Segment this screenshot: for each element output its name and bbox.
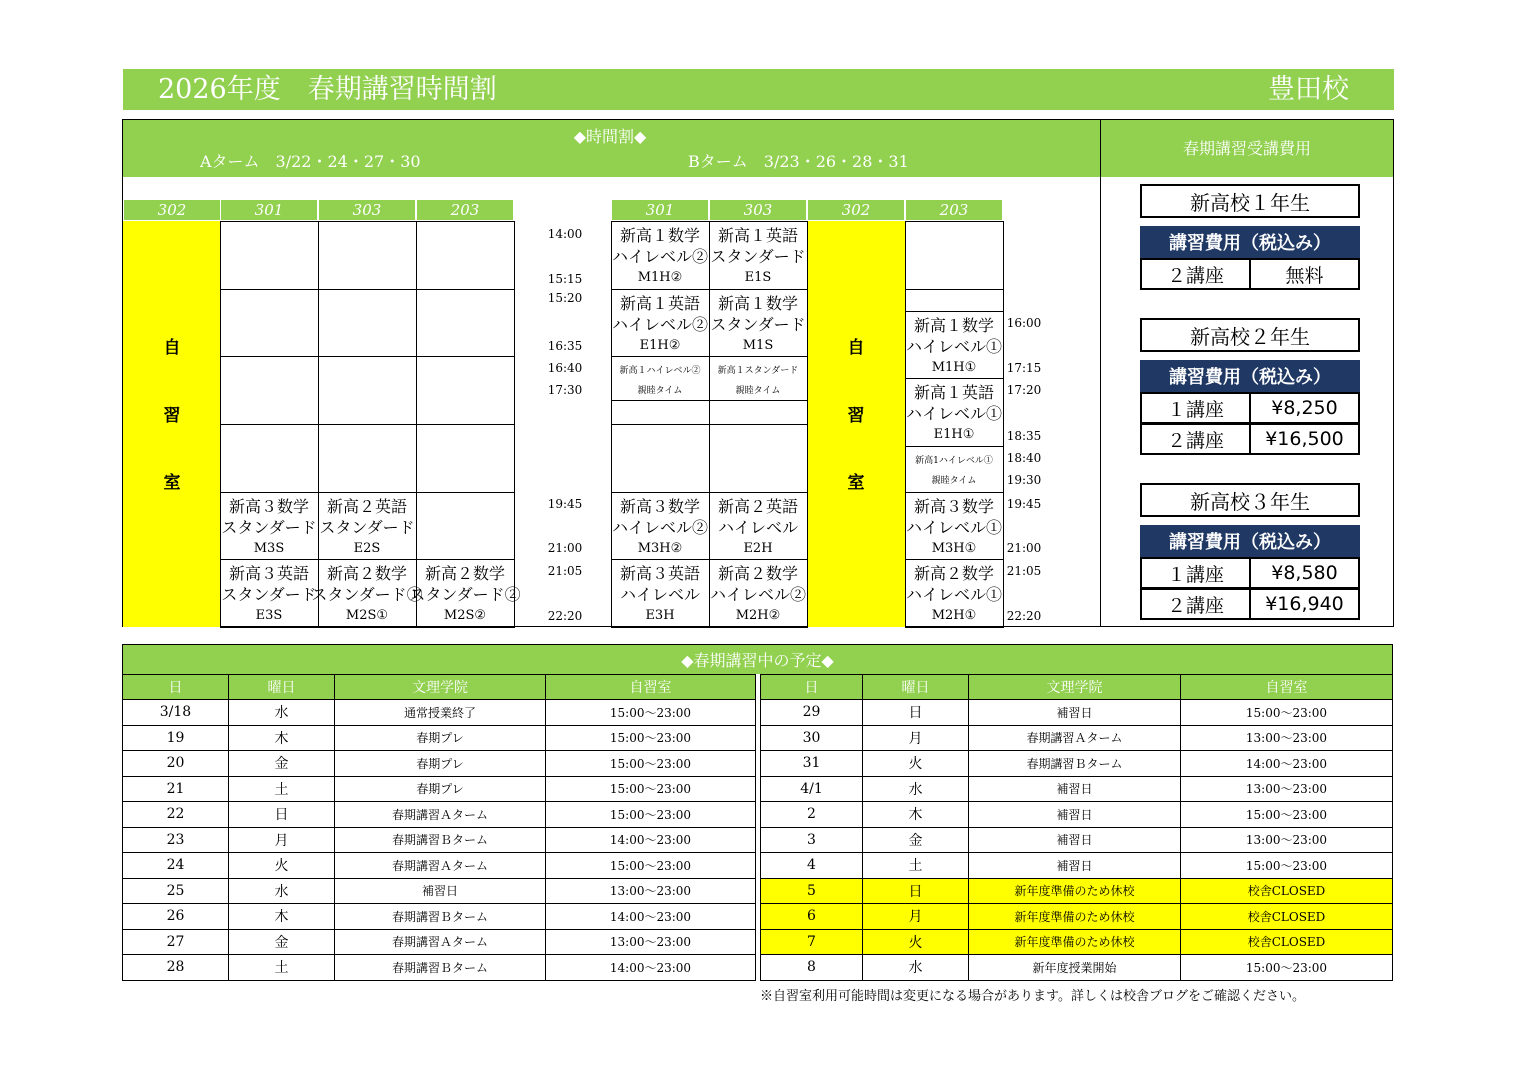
left-sched-cell: 春期講習Ａターム (334, 852, 546, 879)
b-social-303-line2: 親睦タイム (735, 385, 781, 396)
a-cell (416, 424, 515, 493)
left-sched-cell: 春期プレ (334, 725, 546, 752)
b203-m3h1-line2: ハイレベル① (905, 517, 1002, 537)
b203-m2h1-code: M2H① (931, 607, 977, 623)
left-sched-cell: 13:00～23:00 (545, 929, 756, 956)
left-sched-cell: 14:00～23:00 (545, 903, 756, 930)
a-cell (220, 424, 319, 493)
fee-divider (1100, 120, 1101, 627)
left-sched-cell: 金 (228, 929, 335, 956)
b-room-header-301: 301 (611, 199, 709, 221)
a-room-header-303: 303 (318, 199, 416, 221)
b-social-301-line2: 親睦タイム (637, 385, 683, 396)
right-sched-header: 文理学院 (968, 674, 1181, 700)
a-cell (318, 356, 417, 425)
right-sched-cell: 火 (862, 929, 969, 956)
a-cell (220, 289, 319, 357)
right-sched-cell: 7 (760, 929, 863, 956)
fee-row-price: ¥16,500 (1249, 423, 1360, 455)
right-sched-cell: 新年度授業開始 (968, 954, 1181, 981)
left-sched-cell: 木 (228, 725, 335, 752)
right-sched-cell: 30 (760, 725, 863, 752)
right-sched-cell: 15:00～23:00 (1180, 699, 1393, 726)
right-sched-cell: 新年度準備のため休校 (968, 878, 1181, 905)
timetable-title: ◆時間割◆ (573, 126, 647, 146)
fee-row-price: 無料 (1249, 258, 1360, 290)
b203-m1h1-code: M1H① (931, 359, 977, 375)
b-lesson-r5c2-code: E2H (743, 540, 773, 556)
b203-social-line1: 新高1ハイレベル① (915, 455, 993, 466)
right-time: 18:35 (1006, 429, 1042, 443)
b-lesson-r6c2-code: M2H② (735, 607, 781, 623)
a-cell (318, 221, 417, 290)
a-cell (416, 492, 515, 560)
left-sched-cell: 水 (228, 699, 335, 726)
left-sched-cell: 月 (228, 827, 335, 854)
b203-e1h1-line2: ハイレベル① (905, 403, 1002, 423)
b-lesson-r1c2-code: E1S (744, 269, 772, 285)
right-sched-cell: 29 (760, 699, 863, 726)
a-room-header-302: 302 (123, 199, 221, 221)
b-lesson-r5c1-code: M3H② (637, 540, 683, 556)
b203-m3h1-line1: 新高３数学 (913, 496, 994, 516)
right-sched-cell: 日 (862, 699, 969, 726)
right-sched-cell: 補習日 (968, 699, 1181, 726)
left-sched-cell: 14:00～23:00 (545, 827, 756, 854)
a-lesson-r5c2-line1: 新高３数学 (228, 496, 309, 516)
right-sched-cell: 木 (862, 801, 969, 828)
fee-row-price: ¥8,580 (1249, 557, 1360, 589)
b-lesson-r5c2-line1: 新高２英語 (717, 496, 798, 516)
right-sched-cell: 15:00～23:00 (1180, 852, 1393, 879)
right-sched-cell: 6 (760, 903, 863, 930)
b203-cell (905, 289, 1004, 312)
right-sched-cell: 春期講習Ｂターム (968, 750, 1181, 777)
b-term-dates: Bターム 3/23・26・28・31 (688, 152, 909, 171)
a-lesson-r6c3-line1: 新高２数学 (326, 563, 407, 583)
right-time: 21:00 (1006, 541, 1042, 555)
b-lesson-r1c2-line1: 新高１英語 (717, 225, 798, 245)
left-sched-cell: 26 (122, 903, 229, 930)
left-sched-cell: 土 (228, 776, 335, 803)
b203-m1h1-line2: ハイレベル① (905, 336, 1002, 356)
left-sched-header: 日 (122, 674, 229, 700)
b-cell (611, 400, 710, 425)
left-sched-cell: 3/18 (122, 699, 229, 726)
a-lesson-r5c2-line2: スタンダード (221, 517, 317, 537)
fee-row-count: １講座 (1140, 557, 1251, 589)
a-cell (416, 289, 515, 357)
left-sched-cell: 補習日 (334, 878, 546, 905)
left-sched-cell: 春期講習Ｂターム (334, 954, 546, 981)
b-cell (611, 424, 710, 493)
right-sched-cell: 13:00～23:00 (1180, 725, 1393, 752)
mid-time: 16:40 (547, 361, 583, 375)
right-time: 19:45 (1006, 497, 1042, 511)
fee-header-g2: 講習費用（税込み） (1140, 360, 1360, 392)
left-sched-cell: 春期講習Ｂターム (334, 827, 546, 854)
a-self-study-char: 自 (163, 337, 181, 358)
left-sched-cell: 土 (228, 954, 335, 981)
a-lesson-r5c3-code: E2S (353, 540, 381, 556)
left-sched-cell: 19 (122, 725, 229, 752)
a-lesson-r6c2-line1: 新高３英語 (228, 563, 309, 583)
b-lesson-r2c1-code: E1H② (639, 337, 681, 353)
b203-social-line2: 親睦タイム (931, 475, 977, 486)
right-sched-cell: 校舎CLOSED (1180, 903, 1393, 930)
b203-e1h1-line1: 新高１英語 (913, 382, 994, 402)
fee-row-price: ¥8,250 (1249, 392, 1360, 424)
right-sched-cell: 新年度準備のため休校 (968, 903, 1181, 930)
left-sched-cell: 25 (122, 878, 229, 905)
a-lesson-r6c3-line2: スタンダード① (311, 584, 423, 604)
left-sched-cell: 15:00～23:00 (545, 750, 756, 777)
fee-row-count: ２講座 (1140, 258, 1251, 290)
left-sched-cell: 15:00～23:00 (545, 699, 756, 726)
left-sched-cell: 木 (228, 903, 335, 930)
schedule-title: ◆春期講習中の予定◆ (122, 644, 1393, 674)
b-room-header-303: 303 (709, 199, 807, 221)
b-lesson-r2c1-line2: ハイレベル② (611, 314, 708, 334)
a-cell (416, 221, 515, 290)
right-sched-cell: 日 (862, 878, 969, 905)
right-sched-header: 曜日 (862, 674, 969, 700)
left-sched-cell: 火 (228, 852, 335, 879)
a-lesson-r6c4-line2: スタンダード② (409, 584, 521, 604)
grade-box-g2: 新高校２年生 (1140, 318, 1360, 352)
fee-header-g1: 講習費用（税込み） (1140, 226, 1360, 258)
b-lesson-r2c1-line1: 新高１英語 (619, 293, 700, 313)
mid-time: 21:05 (547, 564, 583, 578)
right-sched-cell: 水 (862, 776, 969, 803)
mid-time: 21:00 (547, 541, 583, 555)
b203-m3h1-code: M3H① (931, 540, 977, 556)
b-lesson-r2c2-code: M1S (742, 337, 774, 353)
right-sched-cell: 新年度準備のため休校 (968, 929, 1181, 956)
right-sched-cell: 月 (862, 725, 969, 752)
a-room-header-203: 203 (416, 199, 514, 221)
right-sched-cell: 8 (760, 954, 863, 981)
b-lesson-r2c2-line2: スタンダード (710, 314, 806, 334)
right-sched-cell: 13:00～23:00 (1180, 776, 1393, 803)
right-time: 19:30 (1006, 473, 1042, 487)
left-sched-cell: 日 (228, 801, 335, 828)
b-social-301-line1: 新高１ハイレベル② (619, 365, 701, 376)
right-sched-cell: 補習日 (968, 852, 1181, 879)
page-title: 2026年度 春期講習時間割 (158, 74, 497, 105)
a-self-study-char: 習 (163, 405, 181, 426)
b203-e1h1-code: E1H① (933, 426, 975, 442)
left-sched-cell: 20 (122, 750, 229, 777)
b-room-header-302: 302 (807, 199, 905, 221)
b-cell (709, 400, 808, 425)
left-sched-cell: 14:00～23:00 (545, 954, 756, 981)
left-sched-cell: 通常授業終了 (334, 699, 546, 726)
b-lesson-r1c1-line1: 新高１数学 (619, 225, 700, 245)
right-time: 22:20 (1006, 609, 1042, 623)
right-sched-cell: 春期講習Ａターム (968, 725, 1181, 752)
right-time: 18:40 (1006, 451, 1042, 465)
left-sched-cell: 21 (122, 776, 229, 803)
right-sched-cell: 4 (760, 852, 863, 879)
b203-cell (905, 221, 1004, 290)
b-lesson-r1c2-line2: スタンダード (710, 246, 806, 266)
right-sched-cell: 補習日 (968, 776, 1181, 803)
fee-title: 春期講習受講費用 (1182, 138, 1311, 158)
a-cell (220, 221, 319, 290)
left-sched-cell: 金 (228, 750, 335, 777)
left-sched-cell: 22 (122, 801, 229, 828)
a-lesson-r5c2-code: M3S (253, 540, 285, 556)
right-sched-cell: 5 (760, 878, 863, 905)
right-time: 16:00 (1006, 316, 1042, 330)
right-sched-cell: 土 (862, 852, 969, 879)
left-sched-cell: 15:00～23:00 (545, 852, 756, 879)
b-lesson-r1c1-code: M1H② (637, 269, 683, 285)
fee-row-price: ¥16,940 (1249, 588, 1360, 620)
a-cell (416, 356, 515, 425)
mid-time: 14:00 (547, 227, 583, 241)
a-lesson-r5c3-line1: 新高２英語 (326, 496, 407, 516)
right-sched-cell: 13:00～23:00 (1180, 827, 1393, 854)
a-term-dates: Aターム 3/22・24・27・30 (200, 152, 421, 171)
left-sched-cell: 27 (122, 929, 229, 956)
left-sched-cell: 春期プレ (334, 776, 546, 803)
right-sched-cell: 4/1 (760, 776, 863, 803)
fee-row-count: ２講座 (1140, 588, 1251, 620)
mid-time: 19:45 (547, 497, 583, 511)
right-sched-header: 日 (760, 674, 863, 700)
b203-m1h1-line1: 新高１数学 (913, 315, 994, 335)
grade-box-g1: 新高校１年生 (1140, 184, 1360, 218)
grade-box-g3: 新高校３年生 (1140, 483, 1360, 517)
right-sched-cell: 火 (862, 750, 969, 777)
right-sched-header: 自習室 (1180, 674, 1393, 700)
a-lesson-r6c2-line2: スタンダード (221, 584, 317, 604)
fee-row-count: １講座 (1140, 392, 1251, 424)
left-sched-cell: 水 (228, 878, 335, 905)
right-time: 17:15 (1006, 361, 1042, 375)
a-cell (220, 356, 319, 425)
right-time: 21:05 (1006, 564, 1042, 578)
b-social-303-line1: 新高１スタンダード (717, 365, 799, 376)
left-sched-cell: 15:00～23:00 (545, 725, 756, 752)
right-sched-cell: 補習日 (968, 827, 1181, 854)
b-lesson-r5c1-line1: 新高３数学 (619, 496, 700, 516)
b-lesson-r2c2-line1: 新高１数学 (717, 293, 798, 313)
left-sched-cell: 28 (122, 954, 229, 981)
right-sched-cell: 校舎CLOSED (1180, 929, 1393, 956)
a-lesson-r5c3-line2: スタンダード (319, 517, 415, 537)
b-lesson-r6c1-line1: 新高３英語 (619, 563, 700, 583)
b-lesson-r6c1-code: E3H (645, 607, 675, 623)
right-sched-cell: 金 (862, 827, 969, 854)
left-sched-cell: 春期講習Ｂターム (334, 903, 546, 930)
b-lesson-r6c2-line1: 新高２数学 (717, 563, 798, 583)
left-sched-cell: 春期講習Ａターム (334, 929, 546, 956)
b-lesson-r6c2-line2: ハイレベル② (709, 584, 806, 604)
mid-time: 16:35 (547, 339, 583, 353)
right-sched-cell: 14:00～23:00 (1180, 750, 1393, 777)
b-lesson-r1c1-line2: ハイレベル② (611, 246, 708, 266)
left-sched-cell: 15:00～23:00 (545, 776, 756, 803)
left-sched-cell: 24 (122, 852, 229, 879)
a-cell (318, 289, 417, 357)
right-sched-cell: 月 (862, 903, 969, 930)
right-sched-cell: 15:00～23:00 (1180, 954, 1393, 981)
a-self-study-char: 室 (163, 472, 181, 493)
b-lesson-r5c1-line2: ハイレベル② (611, 517, 708, 537)
a-room-header-301: 301 (220, 199, 318, 221)
b-cell (709, 424, 808, 493)
right-time: 17:20 (1006, 383, 1042, 397)
b-self-study-char: 自 (847, 337, 865, 358)
a-cell (318, 424, 417, 493)
fee-header-g3: 講習費用（税込み） (1140, 525, 1360, 557)
b-room-header-203: 203 (905, 199, 1003, 221)
mid-time: 17:30 (547, 383, 583, 397)
right-sched-cell: 水 (862, 954, 969, 981)
left-sched-cell: 13:00～23:00 (545, 878, 756, 905)
right-sched-cell: 補習日 (968, 801, 1181, 828)
left-sched-header: 文理学院 (334, 674, 546, 700)
b-lesson-r6c1-line2: ハイレベル (619, 584, 700, 604)
a-lesson-r6c2-code: E3S (255, 607, 283, 623)
left-sched-cell: 15:00～23:00 (545, 801, 756, 828)
b203-m2h1-line2: ハイレベル① (905, 584, 1002, 604)
b-self-study-char: 習 (847, 405, 865, 426)
right-sched-cell: 15:00～23:00 (1180, 801, 1393, 828)
left-sched-cell: 春期プレ (334, 750, 546, 777)
left-sched-header: 自習室 (545, 674, 756, 700)
a-lesson-r6c4-code: M2S② (443, 607, 487, 623)
b203-m2h1-line1: 新高２数学 (913, 563, 994, 583)
left-sched-header: 曜日 (228, 674, 335, 700)
right-sched-cell: 2 (760, 801, 863, 828)
b-self-study-char: 室 (847, 472, 865, 493)
mid-time: 15:15 (547, 272, 583, 286)
mid-time: 15:20 (547, 291, 583, 305)
b-lesson-r5c2-line2: ハイレベル (717, 517, 798, 537)
a-lesson-r6c3-code: M2S① (345, 607, 389, 623)
a-lesson-r6c4-line1: 新高２数学 (424, 563, 505, 583)
left-sched-cell: 23 (122, 827, 229, 854)
schedule-note: ※自習室利用可能時間は変更になる場合があります。詳しくは校舎ブログをご確認ください。 (760, 989, 1305, 1004)
right-sched-cell: 校舎CLOSED (1180, 878, 1393, 905)
right-sched-cell: 3 (760, 827, 863, 854)
fee-row-count: ２講座 (1140, 423, 1251, 455)
left-sched-cell: 春期講習Ａターム (334, 801, 546, 828)
school-name: 豊田校 (1268, 74, 1349, 105)
mid-time: 22:20 (547, 609, 583, 623)
right-sched-cell: 31 (760, 750, 863, 777)
